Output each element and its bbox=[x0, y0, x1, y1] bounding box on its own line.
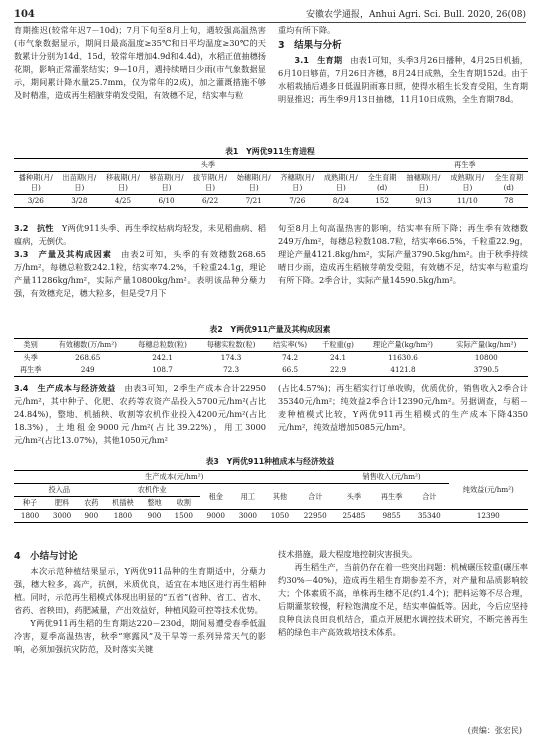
table-header-cell: 成熟期(月/日) bbox=[323, 173, 358, 192]
table-header-cell: 类别 bbox=[23, 340, 38, 349]
page-header bbox=[14, 6, 526, 23]
table-cell: 72.3 bbox=[223, 365, 240, 374]
left-column-bottom bbox=[14, 548, 266, 656]
table-header-cell: 理论产量(kg/hm²) bbox=[372, 340, 433, 349]
table-cell: 9855 bbox=[382, 511, 401, 520]
subsection-title: 3.3 产量及其构成因素 bbox=[14, 249, 112, 259]
table-header-cell: 始穗期(月/日) bbox=[236, 173, 271, 192]
table-cell: 249 bbox=[80, 365, 95, 374]
paragraph: 旬至8月上旬高温热害的影响，结实率有所下降；再生季有效穗数249万/hm²，每穗总粒数108.7粒，结实率66.5%，千粒重22.9g，理论产量4121.8kg/hm²，实际产量3790.5kg/hm²。由于秋季持续晴日少雨，造成再生稻腋芽萌发受阻，有效穗不足，结实率与粒重均有所下降。2季合计，实际产量14590.5kg/hm²。 bbox=[278, 223, 528, 285]
table-cell: 174.3 bbox=[220, 353, 242, 362]
table-header-cell: 全生育期(d) bbox=[367, 173, 397, 192]
table-cell: 152 bbox=[375, 196, 389, 205]
table1-caption: 表1 Y两优911生育进程 bbox=[225, 147, 315, 156]
table-cell: 头季 bbox=[23, 353, 38, 362]
table3-group-mach: 农机作业 bbox=[105, 484, 200, 497]
table-header-cell: 每穗总粒数(粒) bbox=[138, 340, 187, 349]
table-header-cell: 齐穗期(月/日) bbox=[280, 173, 315, 192]
table-cell: 4121.8 bbox=[390, 365, 416, 374]
table-header-cell: 千粒重(g) bbox=[322, 340, 354, 349]
table-header-cell: 合计 bbox=[410, 484, 449, 510]
table-cell: 22950 bbox=[303, 511, 327, 520]
table3-group-income: 销售收入(元/hm²) bbox=[335, 471, 449, 484]
table3-net-header: 纯效益(元/hm²) bbox=[449, 471, 528, 510]
editor-note: (责编：张宏民) bbox=[467, 726, 522, 735]
table-cell: 900 bbox=[84, 511, 99, 520]
right-column-top bbox=[278, 24, 528, 106]
right-column-mid bbox=[278, 222, 528, 287]
table-cell: 66.5 bbox=[282, 365, 299, 374]
table-header-cell: 播种期(月/日) bbox=[18, 173, 53, 192]
table2-caption: 表2 Y两优911产量及其构成因素 bbox=[209, 325, 331, 334]
subsection-title: 3.4 生产成本与经济效益 bbox=[14, 383, 116, 393]
table-header-cell: 合计 bbox=[296, 484, 335, 510]
table-cell: 6/10 bbox=[158, 196, 175, 205]
table-cell: 11630.6 bbox=[388, 353, 418, 362]
table-cell: 1800 bbox=[20, 511, 40, 520]
table-cell: 12390 bbox=[476, 511, 500, 520]
table3-group-cost: 生产成本(元/hm²) bbox=[14, 471, 335, 484]
table-cell: 1800 bbox=[113, 511, 133, 520]
table-header-cell: 其他 bbox=[264, 484, 296, 510]
table-header-cell: 全生育期(d) bbox=[494, 173, 524, 192]
subsection-text: 由表1可知，头季3月26日播种，4月25日机插，6月10日够苗，7月26日齐穗，8月24日成熟，全生育期152d。由于水稻栽插后遇多日低温阴雨寡日照，使得水稻生长发育受阻，生育期明显推迟；再生季9月13日抽穗，11月10日成熟，全生育期78d。 bbox=[278, 55, 528, 104]
table-cell: 74.2 bbox=[282, 353, 299, 362]
table-cell: 900 bbox=[147, 511, 162, 520]
table-cell: 3000 bbox=[52, 511, 72, 520]
table-cell: 242.1 bbox=[152, 353, 173, 362]
table-header-cell: 拔节期(月/日) bbox=[193, 173, 228, 192]
paragraph: 技术措施，最大程度地控制灾害损失。 bbox=[278, 549, 418, 559]
table-header-cell: 有效穗数(万/hm²) bbox=[58, 340, 117, 349]
table-header-cell: 肥料 bbox=[54, 498, 70, 507]
table-header-cell: 用工 bbox=[232, 484, 264, 510]
table1-group-ratoon: 再生季 bbox=[402, 159, 528, 172]
table2 bbox=[14, 338, 528, 377]
table-header-cell: 租金 bbox=[200, 484, 232, 510]
paragraph: Y两优911再生稻的生育期达220－230d，期间易遭受春季低温冷害，夏季高温热害，秋季“寒露风”及干旱等一系列异常天气的影响，必须加强抗灾防范，及时落实关键 bbox=[14, 618, 266, 654]
paragraph: 育期推迟(较常年迟7－10d)；7月下旬至8月上旬，遇较强高温热害(市气象数据显示，期间日最高温度≥35℃和日平均温度≥30℃的天数累计分别为14d、15d，较常年增加4.9d和4.4d)，水稻正值抽穗扬花期，影响正常灌浆结实；9—10月，遇持续晴日少雨(市气象数据显示，期间累计降水量25.7mm，仅为常年的2成)，加之灌溉措施不够及时精准，造成再生稻腋芽萌发受阻，有效穗不足，结实率与粒 bbox=[14, 25, 266, 100]
table-cell: 24.1 bbox=[330, 353, 347, 362]
paragraph bbox=[14, 222, 266, 248]
paragraph bbox=[278, 54, 528, 106]
right-column-bottom bbox=[278, 548, 528, 639]
table-cell: 8/24 bbox=[332, 196, 349, 205]
table-header-cell: 农药 bbox=[84, 498, 99, 507]
table3-caption: 表3 Y两优911种植成本与经济效益 bbox=[205, 457, 335, 466]
table-cell: 3000 bbox=[238, 511, 257, 520]
table-header-cell: 成熟期(月/日) bbox=[450, 173, 485, 192]
left-column-top bbox=[14, 24, 266, 102]
table-cell: 22.9 bbox=[330, 365, 347, 374]
table1 bbox=[14, 158, 528, 208]
table-cell: 11/10 bbox=[456, 196, 478, 205]
section-heading: 3 结果与分析 bbox=[278, 40, 342, 51]
table-cell: 25485 bbox=[342, 511, 366, 520]
table-header-cell: 整地 bbox=[147, 498, 162, 507]
table-header-cell: 机插秧 bbox=[112, 498, 134, 507]
table-header-cell: 头季 bbox=[335, 484, 374, 510]
table-cell: 7/21 bbox=[245, 196, 262, 205]
subsection-text: 由表2可知，头季的有效穗数268.65万/hm²，每穗总粒数242.1粒，结实率74.2%，千粒重24.1g，理论产量11286kg/hm²，实际产量10800kg/hm²。表明该品种分蘖力强，有效穗充足，穗大粒多，但是受7月下 bbox=[14, 249, 266, 298]
table-row bbox=[14, 364, 528, 377]
table-cell: 9/13 bbox=[415, 196, 432, 205]
table-cell: 78 bbox=[504, 196, 514, 205]
table-cell: 268.65 bbox=[75, 353, 101, 362]
table-cell: 3/26 bbox=[27, 196, 44, 205]
table-header-cell: 种子 bbox=[22, 498, 38, 507]
paragraph: (占比4.57%)；再生稻实行订单收购，优质优价，销售收入2季合计35340元/hm²；纯效益2季合计12390元/hm²。另据调查，与稻－麦种植模式比较，Y两优911再生稻模式的生产成本下降4350元/hm²，纯效益增加5085元/hm²。 bbox=[278, 383, 528, 432]
table-cell: 3/28 bbox=[71, 196, 88, 205]
table-cell: 6/22 bbox=[202, 196, 219, 205]
table-cell: 3790.5 bbox=[473, 365, 499, 374]
table-cell: 4/25 bbox=[114, 196, 132, 205]
table-cell: 再生季 bbox=[19, 365, 42, 374]
section-heading: 4 小结与讨论 bbox=[14, 551, 78, 562]
table-header-cell: 出苗期(月/日) bbox=[62, 173, 97, 192]
left-column-low bbox=[14, 382, 266, 447]
subsection-title: 3.2 抗性 bbox=[14, 223, 54, 233]
table-cell: 9000 bbox=[206, 511, 225, 520]
right-column-low bbox=[278, 382, 528, 434]
table-header-cell: 收割 bbox=[176, 498, 191, 507]
table1-group-head: 头季 bbox=[14, 159, 402, 172]
paragraph: 重均有所下降。 bbox=[278, 25, 336, 35]
table-row bbox=[14, 510, 528, 523]
table-cell: 10800 bbox=[474, 353, 498, 362]
page-number: 104 bbox=[14, 9, 35, 20]
table3-group-input: 投入品 bbox=[14, 484, 105, 497]
paragraph bbox=[14, 382, 266, 447]
journal-name: 安徽农学通报，Anhui Agri. Sci. Bull. 2020, 26(08) bbox=[305, 10, 526, 20]
left-column-mid bbox=[14, 222, 266, 300]
subsection-text: 由表3可知，2季生产成本合计22950元/hm²，其中种子、化肥、农药等农资产品投入5700元/hm²(占比24.84%)，整地、机插秧、收割等农机作业投入4200元/hm²(占比18.3%)，土地租金9000元/hm²(占比39.22%)，用工3000元/hm²(占比13.07%)，其他1050元/hm² bbox=[14, 383, 266, 445]
paragraph: 本次示范种植结果显示，Y两优911品种的生育期适中，分蘖力强，穗大粒多，高产，抗倒，米质优良，适宜在本地区进行再生稻种植。同时，示范再生稻模式体现出明显的“五省”(省种、省工、省水、省药、省秧田)，药肥减量，产出效益好，种植风险可控等技术优势。 bbox=[14, 566, 266, 615]
table-header-cell: 结实率(%) bbox=[273, 340, 308, 349]
table-row bbox=[14, 352, 528, 365]
table-cell: 108.7 bbox=[152, 365, 173, 374]
table-cell: 7/26 bbox=[289, 196, 306, 205]
table-header-cell: 每穗实粒数(粒) bbox=[206, 340, 256, 349]
table-header-cell: 抽穗期(月/日) bbox=[406, 173, 441, 192]
table-cell: 1050 bbox=[270, 511, 290, 520]
paragraph: 再生稻生产，当前仍存在着一些突出问题：机械碾压较重(碾压率约30%－40%)，造成再生稻生育期参差不齐，对产量和品质影响较大；个体素质不高，单株再生穗不足(约1.4个)；肥料运筹不尽合理，后期灌浆较慢，籽粒饱满度不足，结实率偏低等。因此，今后应坚持良种良法良田良机结合，重点开展肥水调控技术研究，不断完善再生稻的绿色丰产高效栽培技术体系。 bbox=[278, 562, 528, 637]
table-cell: 1500 bbox=[174, 511, 193, 520]
subsection-title: 3.1 生育期 bbox=[294, 55, 343, 65]
paragraph bbox=[14, 248, 266, 300]
subsection-text: Y两优911头季、再生季纹枯病均轻发，未见稻曲病、稻瘟病，无倒伏。 bbox=[14, 223, 266, 246]
table-header-cell: 再生季 bbox=[373, 484, 410, 510]
table-header-cell: 够苗期(月/日) bbox=[149, 173, 184, 192]
table-cell: 35340 bbox=[417, 511, 441, 520]
table-header-cell: 移栽期(月/日) bbox=[105, 173, 140, 192]
table3 bbox=[14, 470, 528, 523]
table-header-cell: 实际产量(kg/hm²) bbox=[456, 340, 517, 349]
table-row bbox=[14, 195, 528, 208]
